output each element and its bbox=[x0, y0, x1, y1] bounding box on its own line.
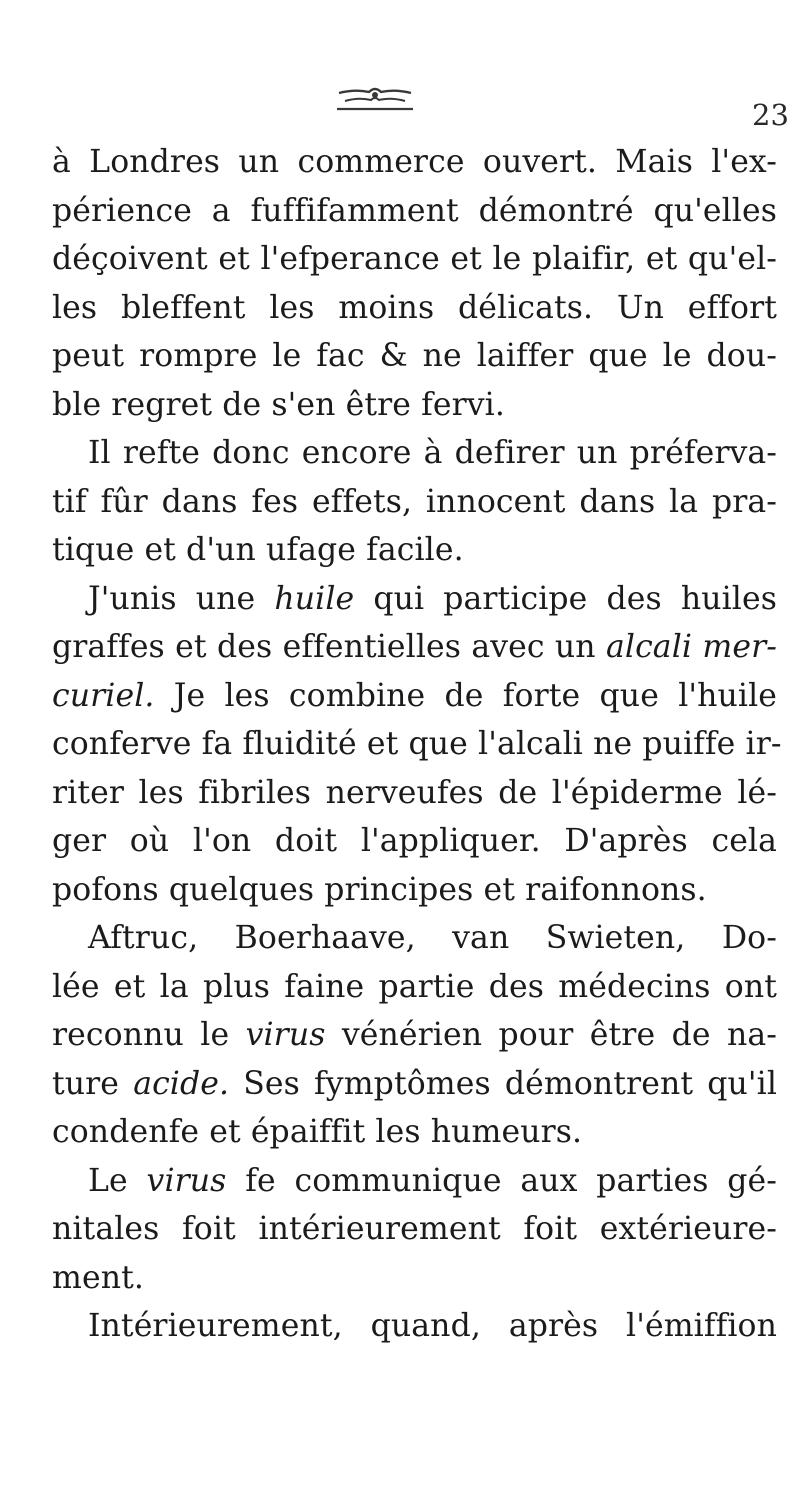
line-text: Il refte donc encore à defirer un préferva- bbox=[88, 435, 777, 471]
body-text bbox=[52, 138, 782, 1351]
text-line bbox=[52, 1205, 777, 1254]
line-text: pofons quelques principes et raifonnons. bbox=[52, 871, 707, 908]
line-text: ble regret de s'en être fervi. bbox=[52, 386, 505, 423]
text-line bbox=[52, 381, 777, 430]
line-text: condenfe et épaiffit les humeurs. bbox=[52, 1114, 583, 1150]
text-line bbox=[52, 720, 782, 769]
line-text: conferve fa fluidité et que l'alcali ne puiffe ir- bbox=[52, 726, 782, 762]
line-text: Intérieurement, quand, après l'émiffion bbox=[88, 1308, 777, 1344]
line-text: tif fûr dans fes effets, innocent dans la pra- bbox=[52, 483, 777, 520]
line-text: tique et d'un ufage facile. bbox=[52, 532, 464, 568]
text-line bbox=[52, 672, 777, 721]
line-text: Le bbox=[88, 1162, 147, 1199]
line-text: nitales foit intérieurement foit extérieure- bbox=[52, 1211, 777, 1247]
line-text: riter les fibriles nerveufes de l'épiderme lé- bbox=[52, 774, 777, 811]
page-number: 23 bbox=[752, 98, 789, 132]
text-line bbox=[52, 526, 777, 575]
line-text: Je les combine de forte que l'huile bbox=[154, 677, 777, 714]
text-line bbox=[52, 963, 777, 1012]
text-line bbox=[52, 235, 777, 284]
text-line bbox=[52, 1060, 777, 1109]
text-line bbox=[52, 284, 777, 333]
text-line bbox=[52, 1302, 777, 1351]
text-line bbox=[52, 866, 777, 915]
line-text: Aftruc, Boerhaave, van Swieten, Do- bbox=[88, 920, 777, 956]
text-line bbox=[52, 138, 777, 187]
text-line bbox=[52, 1108, 777, 1157]
text-line bbox=[52, 817, 777, 866]
italic-word: acide. bbox=[133, 1065, 230, 1102]
italic-word: virus bbox=[245, 1017, 326, 1053]
text-line bbox=[52, 1254, 777, 1303]
ornament-icon bbox=[335, 84, 415, 118]
text-line bbox=[52, 187, 777, 236]
italic-word: huile bbox=[274, 580, 355, 617]
text-line bbox=[52, 1157, 777, 1206]
text-line bbox=[52, 575, 777, 624]
line-text: graffes et des effentielles avec un bbox=[52, 629, 607, 665]
italic-word: alcali mer- bbox=[606, 629, 777, 665]
line-text: ger où l'on doit l'appliquer. D'après cela bbox=[52, 823, 777, 859]
line-text: ment. bbox=[52, 1259, 144, 1296]
line-text: fe communique aux parties gé- bbox=[226, 1162, 778, 1199]
text-line bbox=[52, 478, 777, 527]
line-text: déçoivent et l'efperance et le plaifir, et qu'el- bbox=[52, 241, 777, 277]
text-line bbox=[52, 429, 777, 478]
text-line bbox=[52, 769, 777, 818]
line-text: vénérien pour être de na- bbox=[325, 1017, 777, 1053]
line-text: reconnu le bbox=[52, 1017, 246, 1053]
line-text: périence a fuffifamment démontré qu'elles bbox=[52, 192, 777, 229]
line-text: qui participe des huiles bbox=[354, 580, 777, 617]
text-line bbox=[52, 1011, 777, 1060]
line-text: à Londres un commerce ouvert. Mais l'ex- bbox=[52, 144, 777, 180]
text-line bbox=[52, 332, 777, 381]
line-text: les bleffent les moins délicats. Un effort bbox=[52, 289, 777, 326]
text-line bbox=[52, 914, 777, 963]
line-text: J'unis une bbox=[88, 580, 275, 617]
line-text: ture bbox=[52, 1065, 134, 1102]
italic-word: virus bbox=[146, 1162, 227, 1199]
line-text: Ses fymptômes démontrent qu'il bbox=[229, 1065, 777, 1102]
italic-word: curiel. bbox=[52, 677, 155, 714]
line-text: lée et la plus faine partie des médecins ont bbox=[52, 968, 777, 1005]
text-line bbox=[52, 623, 777, 672]
line-text: peut rompre le fac & ne laiffer que le dou- bbox=[52, 338, 777, 374]
